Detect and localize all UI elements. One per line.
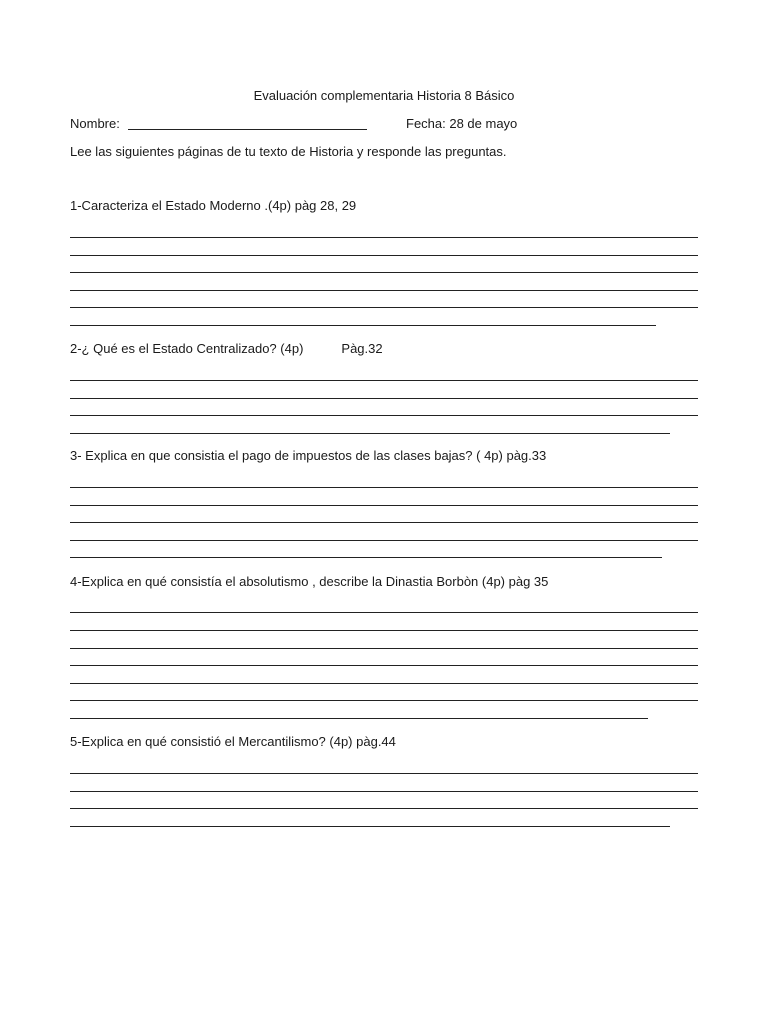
answer-line[interactable] [70, 791, 698, 792]
answer-line[interactable] [70, 612, 698, 613]
answer-line[interactable] [70, 272, 698, 273]
question-4-text: 4-Explica en qué consistía el absolutismo , describe la Dinastia Borbòn (4p) pàg 35 [70, 574, 549, 589]
question-1-text: 1-Caracteriza el Estado Moderno .(4p) pàg 28, 29 [70, 198, 357, 213]
answer-line[interactable] [70, 307, 698, 308]
answer-line[interactable] [70, 648, 698, 649]
question-5-text: 5-Explica en qué consistió el Mercantilismo? (4p) pàg.44 [70, 734, 396, 749]
answer-line[interactable] [70, 540, 698, 541]
answer-line[interactable] [70, 718, 648, 719]
answer-line[interactable] [70, 237, 698, 238]
answer-line[interactable] [70, 398, 698, 399]
answer-line[interactable] [70, 255, 698, 256]
page-title: Evaluación complementaria Historia 8 Básico [253, 88, 515, 103]
answer-line[interactable] [70, 808, 698, 809]
answer-line[interactable] [70, 665, 698, 666]
answer-line[interactable] [70, 700, 698, 701]
question-3-text: 3- Explica en que consistia el pago de impuestos de las clases bajas? ( 4p) pàg.33 [70, 448, 547, 463]
answer-line[interactable] [70, 380, 698, 381]
question-1 [70, 198, 356, 214]
answer-line[interactable] [70, 290, 698, 291]
question-2 [70, 341, 383, 357]
name-blank-line[interactable] [128, 129, 367, 130]
question-2-text: 2-¿ Qué es el Estado Centralizado? (4p) [70, 341, 304, 356]
name-label: Nombre: [70, 116, 120, 131]
question-3 [70, 448, 546, 464]
question-5 [70, 734, 396, 750]
answer-line[interactable] [70, 826, 670, 827]
date-label: Fecha: 28 de mayo [406, 116, 518, 131]
instructions-text: Lee las siguientes páginas de tu texto de Historia y responde las preguntas. [70, 144, 507, 159]
question-2-page-ref: Pàg.32 [341, 341, 383, 356]
answer-line[interactable] [70, 773, 698, 774]
question-4 [70, 574, 548, 590]
answer-line[interactable] [70, 433, 670, 434]
answer-line[interactable] [70, 630, 698, 631]
answer-line[interactable] [70, 683, 698, 684]
answer-line[interactable] [70, 415, 698, 416]
answer-line[interactable] [70, 522, 698, 523]
answer-line[interactable] [70, 557, 662, 558]
answer-line[interactable] [70, 487, 698, 488]
answer-line[interactable] [70, 505, 698, 506]
answer-line[interactable] [70, 325, 656, 326]
